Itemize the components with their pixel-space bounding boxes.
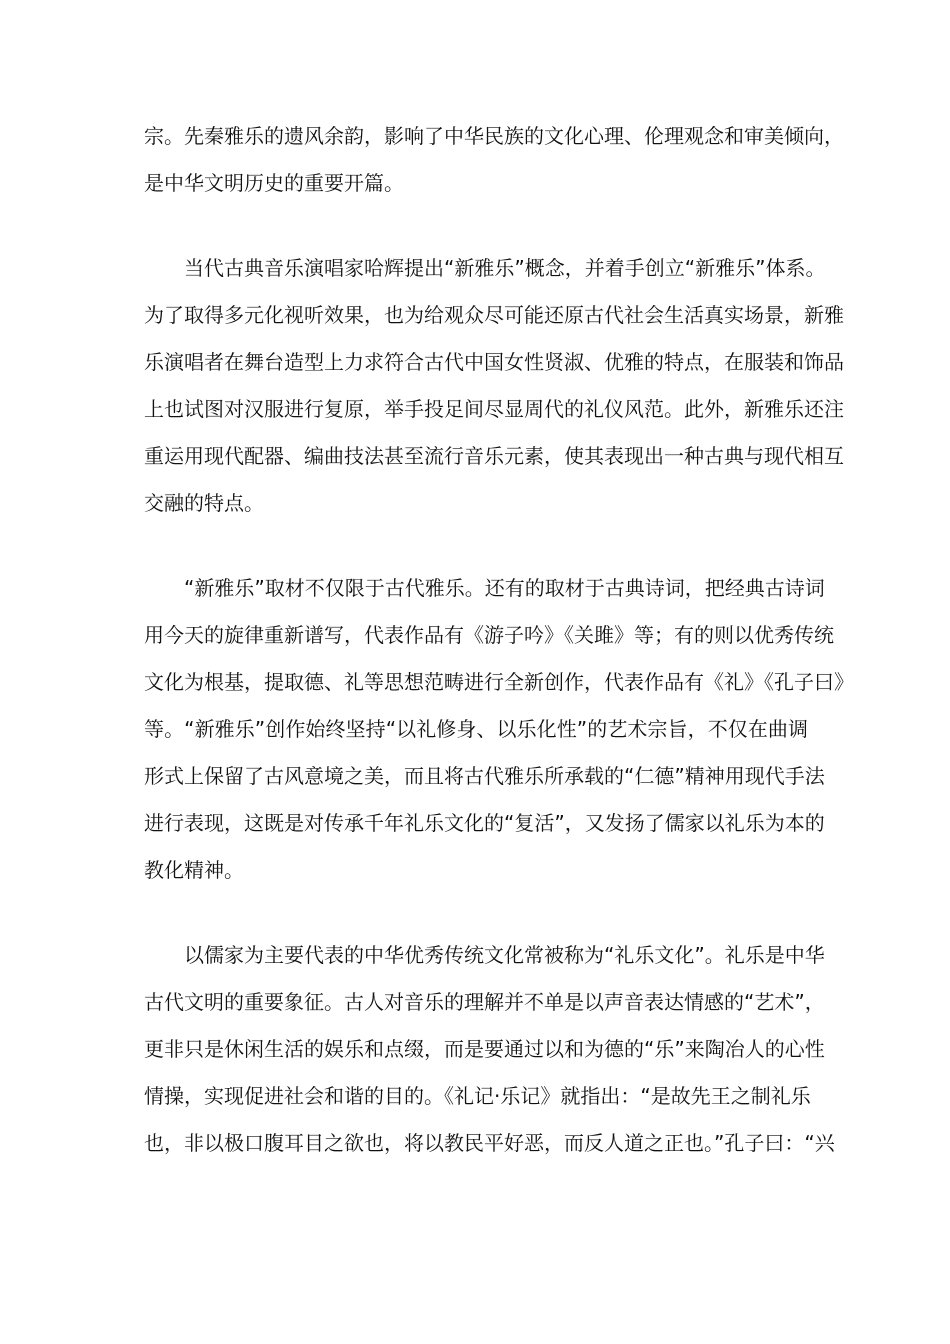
paragraph-3 xyxy=(144,565,854,894)
document-body xyxy=(144,113,854,1205)
text-line: 教化精神。 xyxy=(144,858,244,882)
text-line: 也，非以极口腹耳目之欲也，将以教民平好恶，而反人道之正也。”孔子曰：“兴 xyxy=(144,1131,835,1155)
text-line: 形式上保留了古风意境之美，而且将古代雅乐所承载的“仁德”精神用现代手法 xyxy=(144,764,825,788)
text-line: 宗。先秦雅乐的遗风余韵，影响了中华民族的文化心理、伦理观念和审美倾向， xyxy=(144,124,844,148)
text-line: 情操，实现促进社会和谐的目的。《礼记·乐记》就指出：“是故先王之制礼乐 xyxy=(144,1084,811,1108)
text-line: 用今天的旋律重新谱写，代表作品有《游子吟》《关雎》等；有的则以优秀传统 xyxy=(144,623,834,647)
text-line: 乐演唱者在舞台造型上力求符合古代中国女性贤淑、优雅的特点，在服装和饰品 xyxy=(144,350,844,374)
text-line: 文化为根基，提取德、礼等思想范畴进行全新创作，代表作品有《礼》《孔子曰》 xyxy=(144,670,854,694)
text-line: 为了取得多元化视听效果，也为给观众尽可能还原古代社会生活真实场景，新雅 xyxy=(144,303,844,327)
paragraph-4 xyxy=(144,932,835,1167)
paragraph-2 xyxy=(144,245,844,527)
text-line: 重运用现代配器、编曲技法甚至流行音乐元素，使其表现出一种古典与现代相互 xyxy=(144,444,844,468)
text-line: 是中华文明历史的重要开篇。 xyxy=(144,171,404,195)
text-line: “新雅乐”取材不仅限于古代雅乐。还有的取材于古典诗词，把经典古诗词 xyxy=(184,576,825,600)
text-line: 当代古典音乐演唱家哈辉提出“新雅乐”概念，并着手创立“新雅乐”体系。 xyxy=(184,256,826,280)
text-line: 进行表现，这既是对传承千年礼乐文化的“复活”，又发扬了儒家以礼乐为本的 xyxy=(144,811,825,835)
paragraph-1 xyxy=(144,113,844,207)
text-line: 等。“新雅乐”创作始终坚持“以礼修身、以乐化性”的艺术宗旨，不仅在曲调 xyxy=(144,717,808,741)
text-line: 以儒家为主要代表的中华优秀传统文化常被称为“礼乐文化”。礼乐是中华 xyxy=(184,943,825,967)
text-line: 更非只是休闲生活的娱乐和点缀，而是要通过以和为德的“乐”来陶冶人的心性 xyxy=(144,1037,825,1061)
text-line: 上也试图对汉服进行复原，举手投足间尽显周代的礼仪风范。此外，新雅乐还注 xyxy=(144,397,844,421)
text-line: 交融的特点。 xyxy=(144,491,264,515)
text-line: 古代文明的重要象征。古人对音乐的理解并不单是以声音表达情感的“艺术”， xyxy=(144,990,825,1014)
